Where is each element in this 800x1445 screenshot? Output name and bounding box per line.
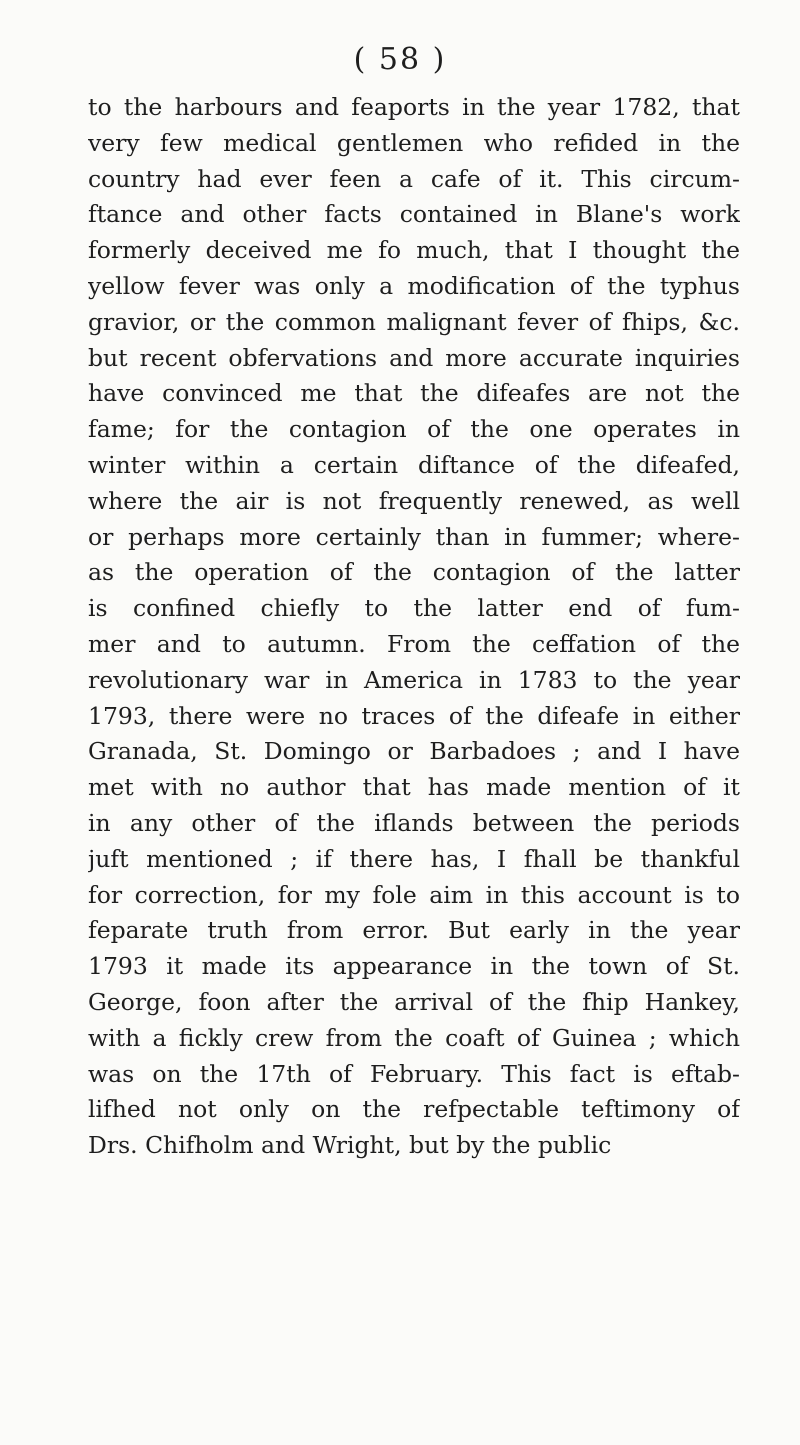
text-line: country had ever feen a cafe of it. This circum-	[88, 164, 740, 193]
text-line: revolutionary war in America in 1783 to the year	[88, 665, 740, 694]
text-line: feparate truth from error. But early in the year	[88, 916, 740, 945]
text-line: was on the 17th of February. This fact is eftab-	[88, 1059, 740, 1088]
text-line: fame; for the contagion of the one operates in	[88, 415, 740, 444]
text-line: Drs. Chifholm and Wright, but by the public	[88, 1131, 612, 1160]
text-line: George, foon after the arrival of the fhip Hankey,	[88, 987, 740, 1016]
text-line: very few medical gentlemen who refided in the	[88, 128, 740, 157]
text-line: yellow fever was only a modification of the typhus	[88, 271, 740, 300]
text-line: as the operation of the contagion of the latter	[88, 558, 740, 587]
text-line: gravior, or the common malignant fever of fhips, &c.	[88, 307, 740, 336]
text-line: Granada, St. Domingo or Barbadoes ; and I have	[88, 737, 740, 766]
text-line: where the air is not frequently renewed, as well	[88, 486, 740, 515]
text-line: lifhed not only on the refpectable teftimony of	[88, 1095, 740, 1124]
text-line: mer and to autumn. From the ceffation of the	[88, 629, 740, 658]
page-number: ( 58 )	[353, 42, 447, 77]
text-line: 1793 it made its appearance in the town of St.	[88, 952, 740, 981]
text-line: is confined chiefly to the latter end of fum-	[88, 594, 740, 623]
text-line: for correction, for my fole aim in this account is to	[88, 880, 740, 909]
text-line: ftance and other facts contained in Blane's work	[88, 200, 740, 229]
text-line: or perhaps more certainly than in fummer; where-	[88, 522, 740, 551]
text-line: winter within a certain diftance of the difeafed,	[88, 450, 740, 479]
text-line: juft mentioned ; if there has, I fhall be thankful	[88, 844, 740, 873]
text-line: in any other of the iflands between the periods	[88, 808, 740, 837]
text-line: 1793, there were no traces of the difeafe in either	[88, 701, 740, 730]
text-line: met with no author that has made mention of it	[88, 773, 740, 802]
text-line: formerly deceived me fo much, that I thought the	[88, 236, 740, 265]
text-line: but recent obfervations and more accurate inquiries	[88, 343, 740, 372]
text-line: to the harbours and feaports in the year 1782, that	[88, 93, 740, 121]
text-line: have convinced me that the difeafes are not the	[88, 379, 740, 408]
body-text	[88, 90, 740, 1164]
text-line: with a fickly crew from the coaft of Guinea ; which	[88, 1023, 740, 1052]
